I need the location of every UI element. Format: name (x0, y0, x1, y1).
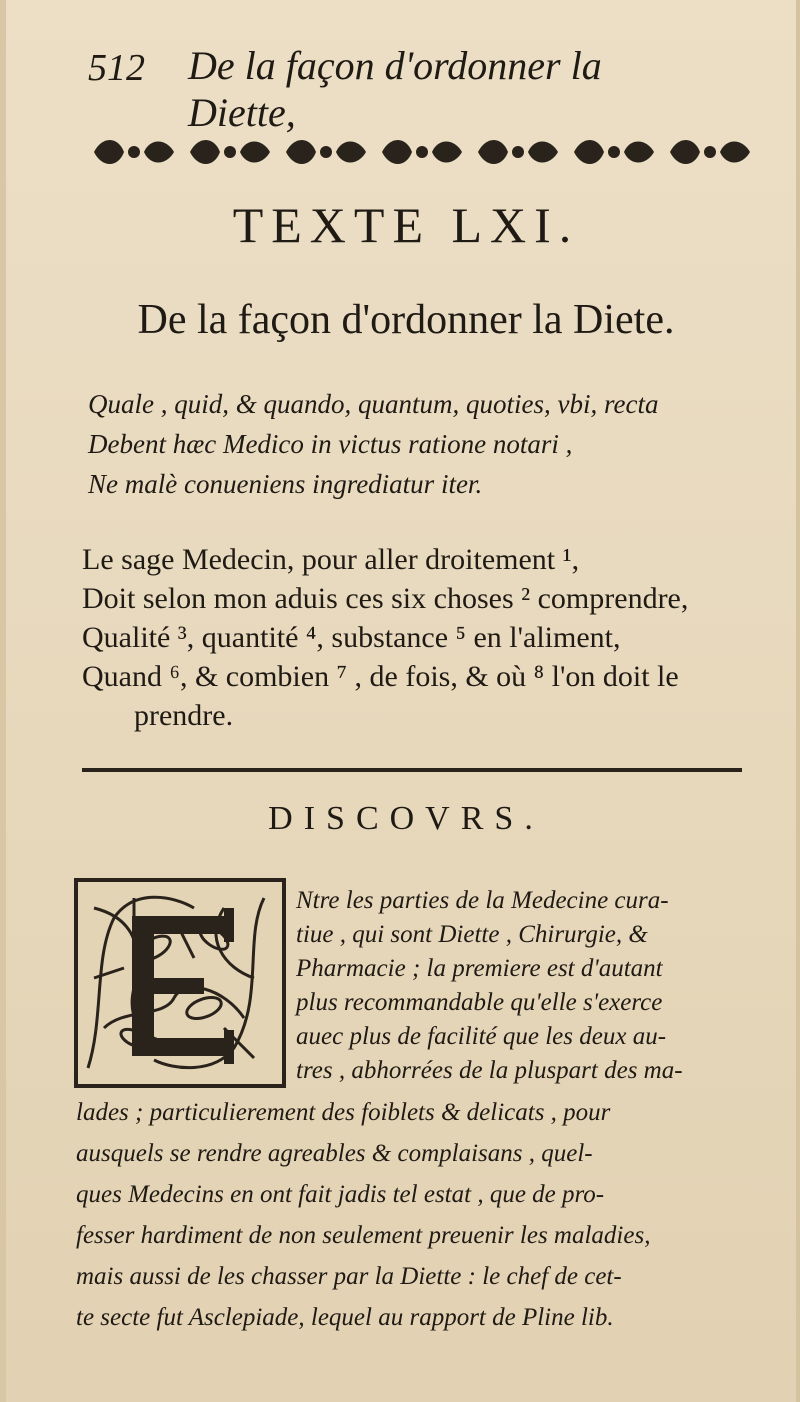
body-text-beside-initial (296, 884, 770, 1088)
text-line: te secte fut Asclepiade, lequel au rapport de Pline lib. (76, 1304, 614, 1331)
text-line: ques Medecins en ont fait jadis tel estat , que de pro- (76, 1181, 605, 1208)
text-line: lades ; particulierement des foiblets & delicats , pour (76, 1099, 611, 1126)
ornament-unit (286, 140, 366, 164)
ornament-unit (94, 140, 174, 164)
text-heading: TEXTE LXI. (232, 197, 580, 253)
decorated-initial (74, 878, 286, 1088)
text-line: plus recommandable qu'elle s'exerce (296, 989, 663, 1016)
verse-line: Quale , quid, & quando, quantum, quoties, vbi, recta (88, 389, 659, 419)
ornamental-band (88, 130, 768, 174)
text-line: auec plus de facilité que les deux au- (296, 1023, 667, 1050)
ornament-unit (670, 140, 750, 164)
ornament-unit (478, 140, 558, 164)
horizontal-rule (82, 768, 742, 772)
verse-line: Quand ⁶, & combien ⁷ , de fois, & où ⁸ l'on doit le (82, 660, 679, 693)
text-subheading: De la façon d'ordonner la Diete. (137, 297, 675, 343)
text-line: mais aussi de les chasser par la Diette : le chef de cet- (76, 1263, 622, 1290)
running-head (88, 42, 716, 135)
page-number: 512 (88, 47, 145, 89)
text-line: Ntre les parties de la Medecine cura- (296, 887, 669, 914)
ornament-unit (574, 140, 654, 164)
text-line: fesser hardiment de non seulement preuenir les maladies, (76, 1222, 651, 1249)
text-line: ausquels se rendre agreables & complaisans , quel- (76, 1140, 593, 1167)
ornament-unit (382, 140, 462, 164)
verse-line: Qualité ³, quantité ⁴, substance ⁵ en l'aliment, (82, 621, 621, 654)
text-line: Pharmacie ; la premiere est d'autant (296, 955, 663, 982)
discours-title: DISCOVRS. (268, 800, 544, 837)
verse-line: Doit selon mon aduis ces six choses ² comprendre, (82, 582, 689, 615)
text-line: tiue , qui sont Diette , Chirurgie, & (296, 921, 648, 948)
latin-verse (88, 384, 768, 504)
verse-line: Ne malè conueniens ingrediatur iter. (88, 469, 483, 499)
ornament-unit (190, 140, 270, 164)
running-title: De la façon d'ordonner la Diette, (188, 43, 602, 135)
french-verse (82, 540, 772, 735)
body-text (76, 1092, 776, 1338)
verse-line: prendre. (134, 699, 234, 732)
verse-line: Debent hæc Medico in victus ratione notari , (88, 429, 573, 459)
verse-line: Le sage Medecin, pour aller droitement ¹, (82, 543, 580, 576)
text-line: tres , abhorrées de la pluspart des ma- (296, 1057, 683, 1084)
